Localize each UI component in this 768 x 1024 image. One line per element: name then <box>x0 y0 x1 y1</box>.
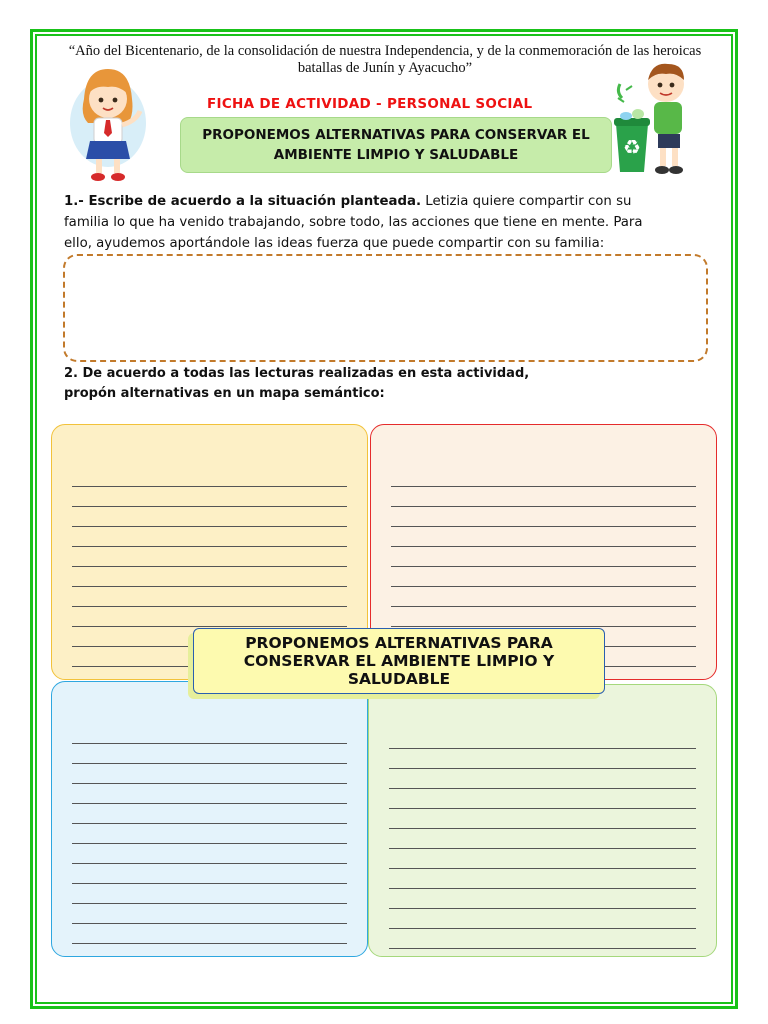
answer-box[interactable] <box>63 254 708 362</box>
writing-line <box>389 929 696 949</box>
question-1 <box>64 191 664 254</box>
question-1-lead: 1.- Escribe de acuerdo a la situación planteada. <box>64 194 422 209</box>
writing-line <box>72 904 347 924</box>
writing-line <box>389 909 696 929</box>
writing-line <box>72 607 347 627</box>
writing-line <box>72 724 347 744</box>
semantic-map-center-text: PROPONEMOS ALTERNATIVAS PARA CONSERVAR EL AMBIENTE LIMPIO Y SALUDABLE <box>243 634 555 688</box>
writing-line <box>72 567 347 587</box>
question-1-text: Letizia quiere compartir con su familia lo que ha venido trabajando, sobre todo, las acciones que tiene en mente. Para ello, ayudemos aportándole las ideas fuerza que puede compartir con su familia: <box>64 194 643 251</box>
writing-line <box>391 607 696 627</box>
writing-line <box>72 527 347 547</box>
writing-line <box>391 587 696 607</box>
writing-line <box>72 764 347 784</box>
writing-line <box>72 744 347 764</box>
writing-line <box>389 769 696 789</box>
writing-line <box>389 869 696 889</box>
writing-line <box>72 864 347 884</box>
writing-line <box>72 547 347 567</box>
writing-line <box>389 789 696 809</box>
page-title: PROPONEMOS ALTERNATIVAS PARA CONSERVAR EL AMBIENTE LIMPIO Y SALUDABLE <box>202 127 590 163</box>
svg-text:♻: ♻ <box>623 135 641 159</box>
writing-line <box>391 547 696 567</box>
map-quadrant-bottom-left[interactable] <box>51 681 368 957</box>
writing-line <box>72 587 347 607</box>
semantic-map-center-label <box>193 628 605 694</box>
writing-line <box>72 924 347 944</box>
writing-line <box>389 889 696 909</box>
writing-line <box>389 829 696 849</box>
writing-line <box>72 507 347 527</box>
writing-line <box>72 844 347 864</box>
writing-line <box>391 507 696 527</box>
writing-line <box>391 567 696 587</box>
question-2: 2. De acuerdo a todas las lecturas realizadas en esta actividad, propón alternativas en un mapa semántico: <box>64 366 530 401</box>
writing-line <box>389 729 696 749</box>
map-quadrant-bottom-right[interactable] <box>368 684 717 957</box>
writing-line <box>72 824 347 844</box>
writing-line <box>391 527 696 547</box>
motto-text: “Año del Bicentenario, de la consolidación de nuestra Independencia, y de la conmemoración de las heroicas batallas de Junín y Ayacucho” <box>68 43 702 76</box>
writing-line <box>72 784 347 804</box>
page-title-box <box>180 117 612 173</box>
writing-line <box>389 749 696 769</box>
writing-line <box>72 487 347 507</box>
girl-student-icon <box>66 63 148 185</box>
writing-line <box>391 467 696 487</box>
writing-line <box>391 487 696 507</box>
writing-line <box>389 809 696 829</box>
writing-line <box>72 804 347 824</box>
writing-line <box>72 467 347 487</box>
activity-sheet-label: FICHA DE ACTIVIDAD - PERSONAL SOCIAL <box>207 96 533 112</box>
writing-line <box>72 884 347 904</box>
boy-recycling-icon <box>612 58 718 178</box>
writing-line <box>389 849 696 869</box>
